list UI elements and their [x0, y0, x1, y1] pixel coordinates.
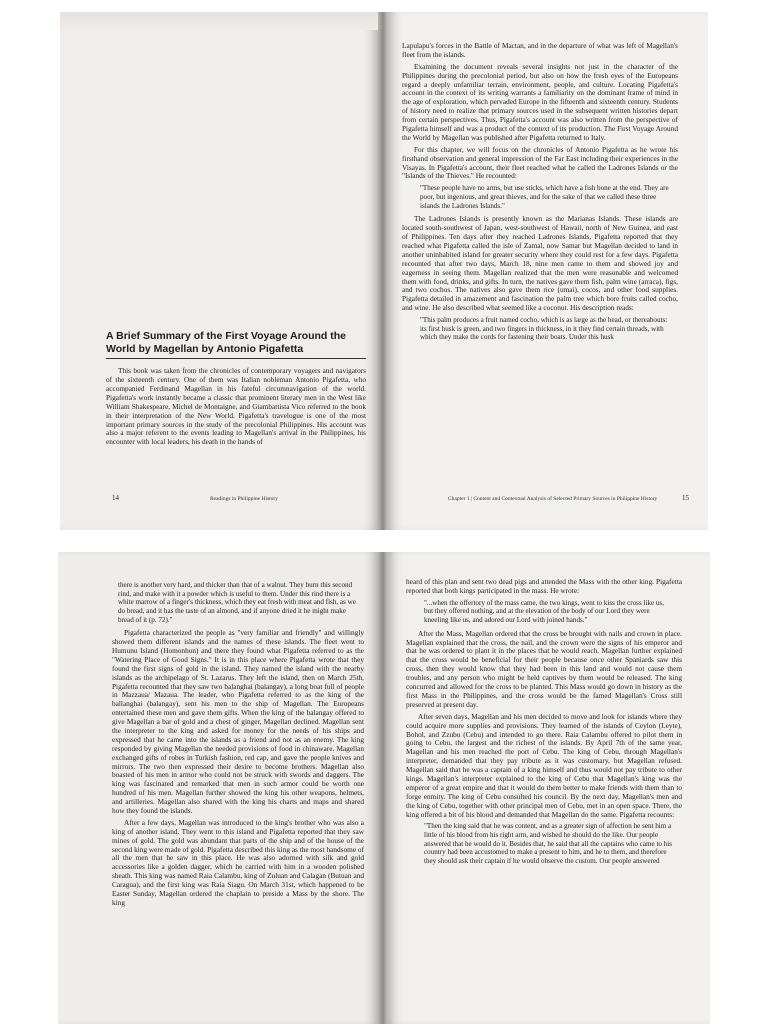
page-number: 15 — [682, 494, 689, 502]
paragraph: Examining the document reveals several insights not just in the character of the Philippines during the precolonial period, but also on how the fresh eyes of the Europeans regard a deeply unfamiliar terrain, environment, people, and culture. Locating Pigafetta's account in the context of its writing warrants a familiarity on the dominant frame of mind in the age of exploration, which pervaded Europe in the fifteenth and sixteenth century. Students of history need to realize that primary sources used in the subsequent written histories depart from certain perspectives. Thus, Pigafetta's account was also written from the perspective of Pigafetta himself and was a product of the context of its production. The First Voyage Around the World by Magellan was published after Pigafetta returned to Italy. — [402, 61, 678, 142]
gutter — [378, 12, 388, 530]
page-header-strip — [60, 12, 378, 30]
block-quote: "Then the king said that he was content, and as a greater sign of affection he sent him a little of his blood from his right arm, and wished he should do the like. Our people answered that he would do it. Besides that, he said that all the captains who came to his country had been accustomed to make a present to him, and he to them, and therefore they should ask their captain if he would observe the custom. Our people answered — [424, 822, 673, 865]
running-footer: Chapter 1 | Content and Contextual Analysis of Selected Primary Sources in Philippine History — [448, 496, 658, 502]
page-right-17 — [388, 552, 710, 1024]
page-left-16 — [58, 552, 378, 1024]
page-right-15 — [388, 12, 708, 530]
block-quote: there is another very hard, and thicker than that of a walnut. They burn this second rind, and make with it a powder which is useful to them. Under this rind there is a white marrow of a finger's thickness, which they eat fresh with meat and fish, as we do bread, and it has the taste of an almond, and if anyone dried it he might make bread of it (p. 72)." — [118, 581, 356, 624]
paragraph: Lapulapu's forces in the Battle of Mactan, and in the departure of what was left of Magellan's fleet from the islands. — [402, 41, 678, 59]
paragraph: After the Mass, Magellan ordered that the cross be brought with nails and crown in place. Magellan explained that the cross, the nail, and the crown were the signs of his emperor and that he was ordered to plant it in the places that he would reach. Magellan further explained that the cross would be beneficial for their people because once other Spaniards saw this cross, then they would know that they had been in this land and would not cause them troubles, and any person who might be held captives by them would be released. The king concurred and allowed for the cross to be planted. This Mass would go down in history as the first Mass in the Philippines, and the cross would be the famed Magellan's Cross still preserved at present day. — [406, 628, 682, 709]
page-number: 14 — [112, 494, 119, 502]
paragraph: After a few days, Magellan was introduced to the king's brother who was also a king of another island. They went to this island and Pigafetta reported that they saw mines of gold. The gold was abundant that parts of the ship and of the house of the second king were made of gold. Pigafetta described this king as the most handsome of all the men that he saw in this place. He was also adorned with silk and gold accessories like a golden dagger, which he carried with him in a wooden polished sheath. This king was named Raia Calambu, king of Zuluan and Calagan (Butuan and Caragua), and the first king was Raia Siagu. On March 31st, which happened to be Easter Sunday, Magellan ordered the chaplain to preside a Mass by the shore. The king — [112, 817, 364, 907]
paragraph: The Ladrones Islands is presently known as the Marianas Islands. These islands are located south-southwest of Japan, west-southwest of Hawaii, north of New Guinea, and east of Philippines. Ten days after they reached Ladrones Islands, Pigafetta reported that they reached what Pigafetta called the isle of Zamal, now Samar but Magellan decided to land in another uninhabited island for greater security where they could rest for a few days. Pigafetta recounted that after two days, March 18, nine men came to them and showed joy and eagerness in seeing them. Magellan realized that the men were reasonable and welcomed them with food, drinks, and gifts. In turn, the natives gave them fish, palm wine (arraca), figs, and two cochos. The natives also gave them rice (umai), cocos, and other food supplies. Pigafetta detailed in amazement and fascination the palm tree which bore fruits called cocho, and wine. He also described what seemed like a coconut. His description reads: — [402, 214, 678, 313]
chapter-heading: A Brief Summary of the First Voyage Around the World by Magellan by Antonio Pigafetta — [106, 330, 366, 359]
paragraph: For this chapter, we will focus on the chronicles of Antonio Pigafetta as he wrote his firsthand observation and general impression of the Far East including their experiences in the Visayas. In Pigafetta's account, their fleet reached what he called the Ladrones Islands or the "Islands of the Thieves." He recounted: — [402, 144, 678, 181]
block-quote: "This palm produces a fruit named cocho, which is as large as the head, or thereabouts: its first husk is green, and two fingers in thickness, in it they find certain threads, with which they make the cords for fastening their boats. Under this husk — [420, 316, 668, 342]
block-quote: "These people have no arms, but use sticks, which have a fish bone at the end. They are poor, but ingenious, and great thieves, and for the sake of that we called these three islands the Ladrones Islands." — [420, 184, 669, 210]
bottom-photo — [0, 532, 768, 1024]
gutter — [378, 552, 388, 1024]
running-footer: Readings in Philippine History — [210, 496, 278, 502]
paragraph: Pigafetta characterized the people as "very familiar and friendly" and willingly showed them different islands and the names of these islands. The fleet went to Humunu Island (Homonhon) and there they found what Pigafetta referred to as the "Watering Place of Good Signs." It is in this place where Pigafetta wrote that they found the first signs of gold in the island. They named the island with the nearby islands as the archipelago of St. Lazarus. They left the island, then on March 25th, Pigafetta recounted that they saw two balanghai (balangay), a long boat full of people in Mazzaua/ Mazaua. The leader, who Pigafetta referred to as the king of the ballanghai (balangay), sent his men to the ship of Magellan. The Europeans entertained these men and gave them gifts. When the king of the balangay offered to give Magellan a bar of gold and a chest of ginger, Magellan declined. Magellan sent the interpreter to the king and asked for money for the needs of his ships and expressed that he came into the islands as a friend and not as an enemy. The king responded by giving Magellan the needed provisions of food in chinaware. Magellan exchanged gifts of robes in Turkish fashion, red cap, and gave the people knives and mirrors. The two then expressed their desire to become brothers. Magellan also boasted of his men in armor who could not be struck with swords and daggers. The king was fascinated and remarked that men in such armor could be worth one hundred of his men. Magellan further showed the king his other weapons, helmets, and artilleries. Magellan also shared with the king his charts and maps and shared how they found the islands. — [112, 628, 364, 816]
paragraph: This book was taken from the chronicles of contemporary voyagers and navigators of the sixteenth century. One of them was Italian nobleman Antonio Pigafetta, who accompanied Ferdinand Magellan in his fateful circumnavigation of the world. Pigafetta's work instantly became a classic that prominent literary men in the West like William Shakespeare, Michel de Montaigne, and Giambattista Vico referred to the book in their interpretation of the New World. Pigafetta's travelogue is one of the most important primary sources in the study of the precolonial Philippines. His account was also a major referent to the events leading to Magellan's arrival in the Philippines, his encounter with local leaders, his death in the hands of — [106, 366, 366, 447]
top-spread — [60, 12, 708, 530]
paragraph: heard of this plan and sent two dead pigs and attended the Mass with the other king. Pigafetta reported that both kings participated in the mass. He wrote: — [406, 577, 682, 595]
bottom-spread — [58, 552, 710, 1024]
block-quote: "...when the offertory of the mass came, the two kings, went to kiss the cross like us, but they offered nothing, and at the elevation of the body of our Lord they were kneeling like us, and adored our Lord with joined hands." — [424, 598, 664, 625]
paragraph: After seven days, Magellan and his men decided to move and look for islands where they could acquire more supplies and provisions. They learned of the islands of Ceylon (Leyte), Bohol, and Zzubu (Cebu) and intended to go there. Raia Calambu offered to pilot them in going to Cebu, the largest and the richest of the islands. By April 7th of the same year, Magellan and his men reached the port of Cebu. The king of Cebu, through Magellan's interpreter, demanded that they pay tribute as it was customary, but Magellan refused. Magellan said that he was a captain of a king himself and thus would not pay tribute to other kings. Magellan's interpreter explained to the king of Cebu that Magellan's king was the emperor of a great empire and that it would do them better to make friends with them than to forge enmity. The king of Cebu consulted his council. By the next day, Magellan's men and the king of Cebu, together with other principal men of Cebu, met in an open space. There, the king offered a bit of his blood and demanded that Magellan do the same. Pigafetta recounts: — [406, 711, 682, 819]
page-left-14 — [60, 12, 378, 530]
